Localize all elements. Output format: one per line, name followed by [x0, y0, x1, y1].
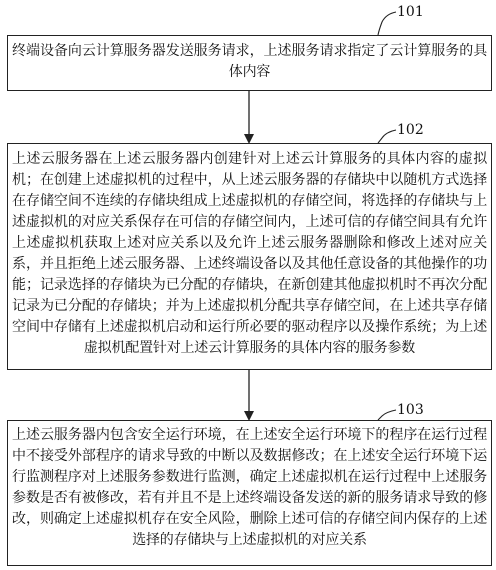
- step-101-text: 终端设备向云计算服务器发送服务请求，上述服务请求指定了云计算服务的具体内容: [12, 43, 487, 80]
- step-102-text: 上述云服务器在上述云服务器内创建针对上述云计算服务的具体内容的虚拟机；在创建上述虚拟机的过程中，从上述云服务器的存储块中以随机方式选择在存储空间不连续的存储块组成上述虚拟机的存储空间，将选择的存储块与上述虚拟机的对应关系保存在可信的存储空间内，上述可信的存储空间具有允许上述虚拟机获取上述对应关系以及允许上述云服务器删除和修改上述对应关系，并且拒绝上述云服务器、上述终端设备以及其他任意设备的其他操作的功能；记录选择的存储块为已分配的存储块，在新创建其他虚拟机时不再次分配记录为已分配的存储块；并为上述虚拟机分配共享存储空间，在上述共享存储空间中存储有上述虚拟机启动和运行所必要的驱动程序以及操作系统；为上述虚拟机配置针对上述云计算服务的具体内容的服务参数: [12, 151, 487, 356]
- step-103-text: 上述云服务器内包含安全运行环境，在上述安全运行环境下的程序在运行过程中不接受外部程序的请求导致的中断以及数据修改；在上述安全运行环境下运行监测程序对上述服务参数进行监测，确定上述虚拟机在运行过程中上述服务参数是否有被修改，若有并且不是上述终端设备发送的新的服务请求导致的修改，则确定上述虚拟机存在安全风险，删除上述可信的存储空间内保存的上述选择的存储块与上述虚拟机的对应关系: [12, 427, 487, 548]
- leader-line-101: [378, 12, 396, 35]
- step-label-101: 101: [397, 4, 424, 20]
- leader-line-103: [378, 410, 396, 420]
- step-label-103: 103: [397, 402, 424, 418]
- leader-line-102: [378, 130, 396, 143]
- step-label-102: 102: [397, 122, 424, 138]
